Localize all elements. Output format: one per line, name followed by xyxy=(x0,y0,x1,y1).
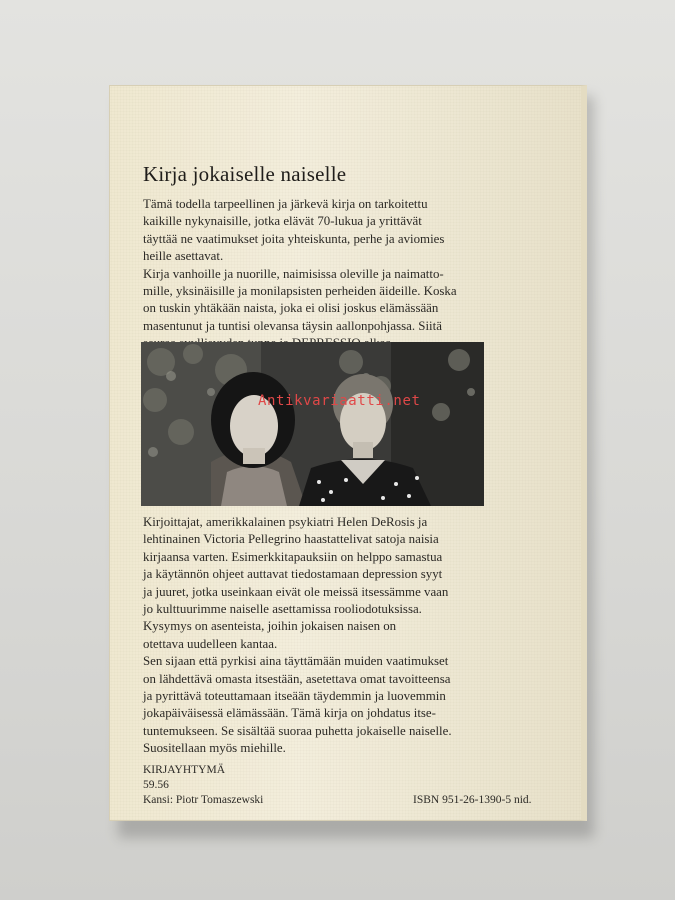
text-line: Suositellaan myös miehille. xyxy=(143,741,286,756)
text-line: heille asettavat. xyxy=(143,249,224,264)
text-line: kaikille nykynaisille, jotka elävät 70-lukua ja yrittävät xyxy=(143,214,422,229)
text-line: Sen sijaan että pyrkisi aina täyttämään muiden vaatimukset xyxy=(143,654,449,669)
publisher-code: 59.56 xyxy=(143,779,169,791)
authors-photo xyxy=(141,342,484,506)
text-line: Kirja vanhoille ja nuorille, naimisissa oleville ja naimatto- xyxy=(143,266,444,281)
text-line: ja juuret, jotka useinkaan eivät ole meissä itsessämme vaan xyxy=(143,584,449,599)
text-line: kirjaansa varten. Esimerkkitapauksiin on helppo samastua xyxy=(143,549,443,564)
text-line: jo kulttuurimme naiselle asettamissa rooliodotuksissa. xyxy=(143,602,422,617)
text-line: ja pyrittävä toteuttamaan itseään täydemmin ja luovemmin xyxy=(143,689,446,704)
isbn-number: ISBN 951-26-1390-5 nid. xyxy=(413,794,532,806)
text-line: jokapäiväisessä elämässään. Tämä kirja on johdatus itse- xyxy=(143,706,436,721)
text-line: Kirjoittajat, amerikkalainen psykiatri Helen DeRosis ja xyxy=(143,515,428,529)
text-line: täyttää ne vaatimukset joita yhteiskunta, perhe ja aviomies xyxy=(143,231,445,246)
text-line: tuntemukseen. Se sisältää suoraa puhetta jokaiselle naiselle. xyxy=(143,723,452,738)
text-line: Tämä todella tarpeellinen ja järkevä kirja on tarkoitettu xyxy=(143,197,428,211)
text-line: ja käytännön ohjeet auttavat tiedostamaan depression syyt xyxy=(143,567,443,582)
publisher-name: KIRJAYHTYMÄ xyxy=(143,764,225,776)
book-back-cover xyxy=(109,85,587,821)
text-line: otettava uudelleen kantaa. xyxy=(143,636,278,651)
text-line: masentunut ja tuntisi olevansa täysin aallonpohjassa. Siitä xyxy=(143,318,442,333)
text-line: mille, yksinäisille ja monilapsisten perheiden äideille. Koska xyxy=(143,284,457,299)
watermark-text: Antikvariaatti.net xyxy=(258,393,421,409)
text-line: on tuskin yhtäkään naista, joka ei olisi joskus elämässään xyxy=(143,301,439,316)
intro-paragraph xyxy=(143,196,563,353)
cover-title: Kirja jokaiselle naiselle xyxy=(143,162,347,186)
text-line: on lähdettävä omasta itsestään, asetettava omat tavoitteensa xyxy=(143,671,451,686)
cover-credit: Kansi: Piotr Tomaszewski xyxy=(143,794,264,806)
body-paragraph xyxy=(143,514,563,758)
text-line: lehtinainen Victoria Pellegrino haastattelivat satoja naisia xyxy=(143,532,439,547)
publisher-block xyxy=(143,763,263,808)
text-line: Kysymys on asenteista, joihin jokaisen naisen on xyxy=(143,619,397,634)
